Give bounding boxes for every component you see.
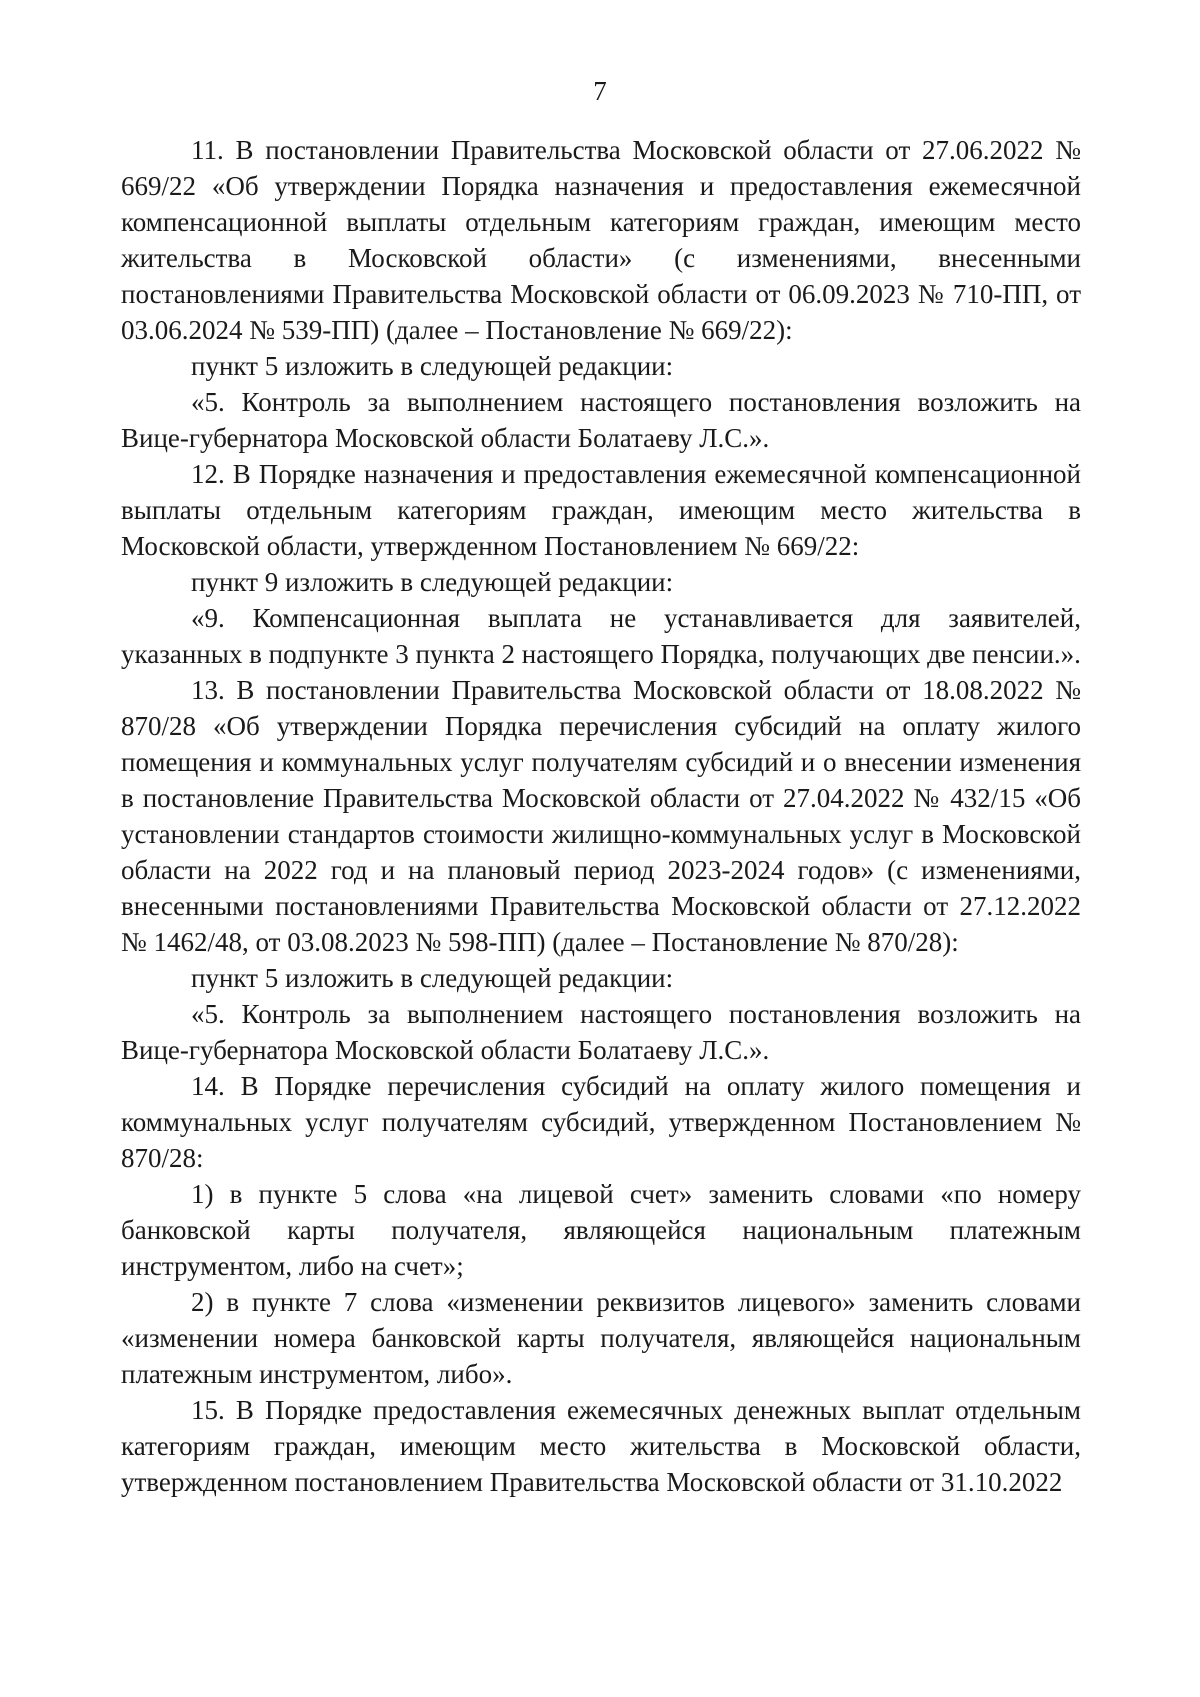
paragraph-12-new-text: «9. Компенсационная выплата не устанавливается для заявителей, указанных в подпункте 3 пункта 2 настоящего Порядка, получающих две пенсии.». [121, 603, 1081, 669]
paragraph-11-new-text: «5. Контроль за выполнением настоящего постановления возложить на Вице-губернатора Московской области Болатаеву Л.С.». [121, 387, 1081, 453]
document-body [121, 132, 1081, 1500]
paragraph-14-intro: 14. В Порядке перечисления субсидий на оплату жилого помещения и коммунальных услуг получателям субсидий, утвержденном Постановлением № 870/28: [121, 1071, 1081, 1173]
paragraph-12-intro: 12. В Порядке назначения и предоставления ежемесячной компенсационной выплаты отдельным категориям граждан, имеющим место жительства в Московской области, утвержденном Постановлением № 669/22: [121, 459, 1081, 561]
paragraph-11-intro: 11. В постановлении Правительства Московской области от 27.06.2022 № 669/22 «Об утверждении Порядка назначения и предоставления ежемесячной компенсационной выплаты отдельным категориям граждан, имеющим место жительства в Московской области» (с изменениями, внесенными постановлениями Правительства Московской области от 06.09.2023 № 710-ПП, от 03.06.2024 № 539-ПП) (далее – Постановление № 669/22): [121, 135, 1081, 345]
page-number: 7 [593, 76, 607, 106]
paragraph-13-new-text: «5. Контроль за выполнением настоящего постановления возложить на Вице-губернатора Московской области Болатаеву Л.С.». [121, 999, 1081, 1065]
paragraph-13-instruction: пункт 5 изложить в следующей редакции: [191, 963, 674, 993]
paragraph-13-intro: 13. В постановлении Правительства Московской области от 18.08.2022 № 870/28 «Об утверждении Порядка перечисления субсидий на оплату жилого помещения и коммунальных услуг получателям субсидий и о внесении изменения в постановление Правительства Московской области от 27.04.2022 № 432/15 «Об установлении стандартов стоимости жилищно-коммунальных услуг в Московской области на 2022 год и на плановый период 2023-2024 годов» (с изменениями, внесенными постановлениями Правительства Московской области от 27.12.2022 № 1462/48, от 03.08.2023 № 598-ПП) (далее – Постановление № 870/28): [121, 675, 1081, 957]
paragraph-14-item-1: 1) в пункте 5 слова «на лицевой счет» заменить словами «по номеру банковской карты получателя, являющейся национальным платежным инструментом, либо на счет»; [121, 1179, 1081, 1281]
paragraph-11-instruction: пункт 5 изложить в следующей редакции: [191, 351, 674, 381]
paragraph-12-instruction: пункт 9 изложить в следующей редакции: [191, 567, 674, 597]
paragraph-15-intro: 15. В Порядке предоставления ежемесячных денежных выплат отдельным категориям граждан, имеющим место жительства в Московской области, утвержденном постановлением Правительства Московской области от 31.10.2022 [121, 1395, 1081, 1497]
paragraph-14-item-2: 2) в пункте 7 слова «изменении реквизитов лицевого» заменить словами «изменении номера банковской карты получателя, являющейся национальным платежным инструментом, либо». [121, 1287, 1081, 1389]
